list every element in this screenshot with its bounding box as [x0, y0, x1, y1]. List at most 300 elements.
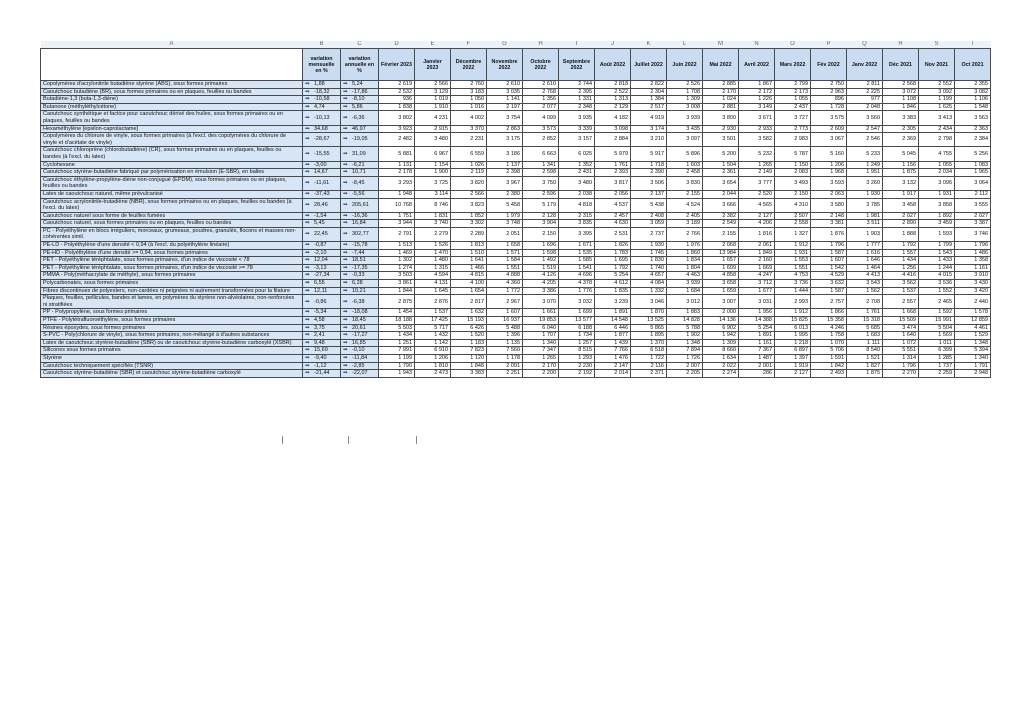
price-cell[interactable]: 3 746 [955, 227, 991, 241]
price-cell[interactable]: 2 127 [739, 212, 775, 220]
price-cell[interactable]: 1 469 [379, 249, 415, 257]
product-name-cell[interactable]: Latex de caoutchouc styrène-butadiène (SBR) ou de caoutchouc styrène-butadiène carboxylé (XSBR) [41, 339, 303, 347]
price-cell[interactable]: 3 174 [631, 125, 667, 133]
monthly-variation-cell[interactable] [303, 295, 341, 309]
price-cell[interactable]: 4 413 [847, 272, 883, 280]
price-cell[interactable]: 14 388 [739, 317, 775, 325]
price-cell[interactable]: 1 578 [955, 309, 991, 317]
price-cell[interactable]: 1 813 [451, 242, 487, 250]
price-cell[interactable]: 1 796 [955, 242, 991, 250]
price-cell[interactable]: 3 032 [559, 295, 595, 309]
price-cell[interactable]: 1 161 [955, 264, 991, 272]
annual-variation-cell[interactable] [341, 176, 379, 190]
price-cell[interactable]: 2 170 [703, 88, 739, 96]
price-cell[interactable]: 8 746 [415, 198, 451, 212]
price-cell[interactable]: 3 210 [631, 133, 667, 147]
price-cell[interactable]: 2 251 [487, 370, 523, 378]
monthly-variation-cell[interactable] [303, 103, 341, 111]
price-cell[interactable]: 1 917 [883, 190, 919, 198]
annual-variation-cell[interactable] [341, 88, 379, 96]
price-cell[interactable]: 2 380 [487, 190, 523, 198]
price-cell[interactable]: 2 967 [487, 295, 523, 309]
annual-variation-cell[interactable] [341, 220, 379, 228]
price-cell[interactable]: 1 156 [883, 161, 919, 169]
price-cell[interactable]: 3 800 [703, 111, 739, 125]
price-cell[interactable]: 3 593 [811, 176, 847, 190]
price-cell[interactable]: 3 092 [919, 88, 955, 96]
monthly-variation-cell[interactable] [303, 220, 341, 228]
price-cell[interactable]: 1 956 [739, 309, 775, 317]
price-cell[interactable]: 4 537 [595, 198, 631, 212]
price-cell[interactable]: 1 866 [811, 309, 847, 317]
product-name-cell[interactable]: PE-HD - Polyéthylène d'une densité >= 0,94, sous formes primaires [41, 249, 303, 257]
price-cell[interactable]: 2 568 [883, 81, 919, 89]
annual-variation-cell[interactable] [341, 332, 379, 340]
price-cell[interactable]: 1 439 [595, 339, 631, 347]
price-cell[interactable]: 1 695 [595, 257, 631, 265]
price-cell[interactable]: 6 897 [775, 347, 811, 355]
annual-variation-cell[interactable] [341, 161, 379, 169]
price-cell[interactable]: 3 830 [667, 176, 703, 190]
price-cell[interactable]: 3 750 [523, 176, 559, 190]
price-cell[interactable]: 1 607 [811, 257, 847, 265]
price-cell[interactable]: 2 355 [955, 81, 991, 89]
price-cell[interactable]: 2 371 [631, 370, 667, 378]
price-cell[interactable]: 2 348 [559, 103, 595, 111]
price-cell[interactable]: 1 816 [739, 227, 775, 241]
price-cell[interactable]: 1 761 [847, 309, 883, 317]
price-cell[interactable]: 3 097 [667, 133, 703, 147]
price-cell[interactable]: 5 438 [631, 198, 667, 212]
price-cell[interactable]: 1 796 [811, 242, 847, 250]
price-cell[interactable]: 3 260 [847, 176, 883, 190]
price-cell[interactable]: 2 063 [811, 190, 847, 198]
price-cell[interactable]: 1 646 [847, 257, 883, 265]
monthly-variation-cell[interactable] [303, 176, 341, 190]
price-cell[interactable]: 977 [847, 96, 883, 104]
price-cell[interactable]: 2 799 [775, 81, 811, 89]
price-cell[interactable]: 1 309 [703, 339, 739, 347]
price-cell[interactable]: 1 206 [415, 354, 451, 362]
price-cell[interactable]: 1 510 [451, 249, 487, 257]
price-cell[interactable]: 1 835 [595, 287, 631, 295]
annual-variation-cell[interactable] [341, 280, 379, 288]
price-cell[interactable]: 1 218 [775, 339, 811, 347]
price-cell[interactable]: 1 055 [919, 161, 955, 169]
monthly-variation-cell[interactable] [303, 272, 341, 280]
price-cell[interactable]: 1 707 [523, 332, 559, 340]
price-cell[interactable]: 6 188 [559, 324, 595, 332]
price-cell[interactable]: 3 157 [559, 133, 595, 147]
price-cell[interactable]: 3 573 [523, 125, 559, 133]
price-cell[interactable]: 3 413 [919, 111, 955, 125]
price-cell[interactable]: 1 860 [667, 249, 703, 257]
price-cell[interactable]: 2 737 [631, 227, 667, 241]
price-cell[interactable]: 1 111 [847, 339, 883, 347]
price-cell[interactable]: 1 684 [667, 287, 703, 295]
price-cell[interactable]: 1 340 [523, 339, 559, 347]
price-cell[interactable]: 7 347 [523, 347, 559, 355]
price-cell[interactable]: 1 537 [415, 309, 451, 317]
column-letter[interactable]: O [775, 41, 811, 49]
price-cell[interactable]: 1 737 [919, 362, 955, 370]
price-cell[interactable]: 1 677 [739, 287, 775, 295]
price-cell[interactable]: 1 529 [955, 332, 991, 340]
monthly-variation-cell[interactable] [303, 287, 341, 295]
price-cell[interactable]: 1 722 [631, 354, 667, 362]
price-cell[interactable]: 1 783 [595, 249, 631, 257]
price-cell[interactable]: 3 536 [919, 280, 955, 288]
price-cell[interactable]: 1 397 [775, 354, 811, 362]
price-cell[interactable]: 1 790 [379, 362, 415, 370]
price-cell[interactable]: 3 923 [379, 125, 415, 133]
price-cell[interactable]: 1 645 [415, 287, 451, 295]
monthly-variation-cell[interactable] [303, 362, 341, 370]
price-cell[interactable]: 3 059 [631, 220, 667, 228]
price-cell[interactable]: 5 045 [883, 147, 919, 161]
monthly-variation-cell[interactable] [303, 370, 341, 378]
price-cell[interactable]: 1 135 [487, 339, 523, 347]
price-cell[interactable]: 1 562 [847, 287, 883, 295]
price-cell[interactable]: 2 863 [487, 125, 523, 133]
price-cell[interactable]: 1 315 [415, 264, 451, 272]
price-cell[interactable]: 14 136 [703, 317, 739, 325]
price-cell[interactable]: 4 630 [595, 220, 631, 228]
price-cell[interactable]: 1 535 [559, 249, 595, 257]
price-cell[interactable]: 1 792 [883, 242, 919, 250]
price-cell[interactable]: 1 942 [703, 332, 739, 340]
price-cell[interactable]: 2 007 [667, 362, 703, 370]
price-cell[interactable]: 2 884 [595, 133, 631, 147]
price-cell[interactable]: 1 804 [667, 264, 703, 272]
price-cell[interactable]: 3 339 [559, 125, 595, 133]
price-cell[interactable]: 3 736 [775, 280, 811, 288]
price-cell[interactable]: 2 137 [631, 190, 667, 198]
monthly-variation-cell[interactable] [303, 198, 341, 212]
price-cell[interactable]: 1 026 [451, 161, 487, 169]
product-name-cell[interactable]: Résines époxydes, sous formes primaires [41, 324, 303, 332]
annual-variation-cell[interactable] [341, 111, 379, 125]
price-cell[interactable]: 1 470 [415, 249, 451, 257]
price-cell[interactable]: 1 464 [847, 264, 883, 272]
price-cell[interactable]: 1 891 [595, 309, 631, 317]
price-cell[interactable]: 1 625 [919, 103, 955, 111]
column-letter[interactable]: R [883, 41, 919, 49]
price-cell[interactable]: 1 083 [955, 161, 991, 169]
price-cell[interactable]: 3 666 [703, 198, 739, 212]
price-cell[interactable]: 896 [811, 96, 847, 104]
price-cell[interactable]: 4 594 [415, 272, 451, 280]
price-cell[interactable]: 2 014 [595, 370, 631, 378]
price-cell[interactable]: 2 773 [775, 125, 811, 133]
product-name-cell[interactable]: PC - Polyéthylène en blocs irréguliers, morceaux, grumeaux, poudres, granulés, flocons et masses non-cohérentes simil. [41, 227, 303, 241]
price-cell[interactable]: 3 007 [703, 295, 739, 309]
price-cell[interactable]: 5 917 [631, 147, 667, 161]
price-cell[interactable]: 2 044 [703, 190, 739, 198]
price-cell[interactable]: 6 902 [703, 324, 739, 332]
price-cell[interactable]: 1 826 [595, 242, 631, 250]
price-cell[interactable]: 2 155 [703, 227, 739, 241]
price-cell[interactable]: 2 270 [883, 370, 919, 378]
price-cell[interactable]: 1 569 [919, 332, 955, 340]
price-cell[interactable]: 2 817 [451, 295, 487, 309]
price-cell[interactable]: 1 876 [811, 227, 847, 241]
price-cell[interactable]: 2 757 [811, 295, 847, 309]
price-cell[interactable]: 1 340 [955, 354, 991, 362]
column-letter[interactable]: L [667, 41, 703, 49]
price-cell[interactable]: 1 024 [703, 96, 739, 104]
monthly-variation-cell[interactable] [303, 133, 341, 147]
price-cell[interactable]: 2 274 [703, 370, 739, 378]
price-cell[interactable]: 1 313 [595, 96, 631, 104]
price-cell[interactable]: 2 619 [379, 81, 415, 89]
price-cell[interactable]: 1 931 [919, 190, 955, 198]
product-name-cell[interactable]: Cyclohexane [41, 161, 303, 169]
product-name-cell[interactable]: Silicones sous formes primaires [41, 347, 303, 355]
price-cell[interactable]: 1 593 [919, 227, 955, 241]
annual-variation-cell[interactable] [341, 242, 379, 250]
price-cell[interactable]: 3 459 [919, 220, 955, 228]
price-cell[interactable]: 1 356 [523, 96, 559, 104]
price-cell[interactable]: 1 943 [379, 370, 415, 378]
price-cell[interactable]: 5 865 [631, 324, 667, 332]
price-cell[interactable]: 1 519 [523, 264, 559, 272]
price-cell[interactable]: 1 669 [739, 264, 775, 272]
price-cell[interactable]: 1 948 [379, 190, 415, 198]
price-cell[interactable]: 1 154 [415, 161, 451, 169]
price-cell[interactable]: 1 571 [487, 249, 523, 257]
price-cell[interactable]: 2 225 [847, 88, 883, 96]
price-cell[interactable]: 13 984 [703, 249, 739, 257]
monthly-variation-cell[interactable] [303, 264, 341, 272]
price-cell[interactable]: 2 875 [379, 295, 415, 309]
price-cell[interactable]: 2 289 [451, 227, 487, 241]
price-cell[interactable]: 3 725 [415, 176, 451, 190]
price-cell[interactable]: 3 008 [667, 103, 703, 111]
monthly-variation-cell[interactable] [303, 332, 341, 340]
price-cell[interactable]: 4 231 [415, 111, 451, 125]
monthly-variation-cell[interactable] [303, 88, 341, 96]
column-letter[interactable]: Q [847, 41, 883, 49]
price-cell[interactable]: 2 557 [883, 295, 919, 309]
column-letter[interactable]: E [415, 41, 451, 49]
price-cell[interactable]: 936 [379, 96, 415, 104]
price-cell[interactable]: 15 318 [847, 317, 883, 325]
price-cell[interactable]: 4 310 [775, 198, 811, 212]
price-cell[interactable]: 3 293 [379, 176, 415, 190]
price-cell[interactable]: 14 548 [595, 317, 631, 325]
price-cell[interactable]: 5 256 [955, 147, 991, 161]
price-cell[interactable]: 1 777 [847, 242, 883, 250]
monthly-variation-cell[interactable] [303, 81, 341, 89]
price-cell[interactable]: 4 529 [811, 272, 847, 280]
price-cell[interactable]: 13 577 [559, 317, 595, 325]
price-cell[interactable]: 3 785 [847, 198, 883, 212]
price-cell[interactable]: 1 758 [811, 332, 847, 340]
monthly-variation-cell[interactable] [303, 227, 341, 241]
price-cell[interactable]: 4 100 [451, 280, 487, 288]
price-cell[interactable]: 2 549 [703, 220, 739, 228]
price-cell[interactable]: 1 370 [631, 339, 667, 347]
annual-variation-cell[interactable] [341, 309, 379, 317]
price-cell[interactable]: 2 547 [847, 125, 883, 133]
annual-variation-cell[interactable] [341, 227, 379, 241]
price-cell[interactable]: 5 979 [595, 147, 631, 161]
product-name-cell[interactable]: Latex de caoutchouc naturel, même prévulcanisé [41, 190, 303, 198]
price-cell[interactable]: 1 761 [595, 161, 631, 169]
monthly-variation-cell[interactable] [303, 242, 341, 250]
price-cell[interactable]: 2 405 [667, 212, 703, 220]
price-cell[interactable]: 2 750 [811, 81, 847, 89]
price-cell[interactable]: 1 776 [559, 287, 595, 295]
price-cell[interactable]: 3 555 [955, 198, 991, 212]
price-cell[interactable]: 1 120 [451, 354, 487, 362]
price-cell[interactable]: 5 503 [379, 324, 415, 332]
price-cell[interactable]: 1 696 [523, 242, 559, 250]
column-letter[interactable]: F [451, 41, 487, 49]
price-cell[interactable]: 2 610 [523, 81, 559, 89]
price-cell[interactable]: 6 025 [559, 147, 595, 161]
price-cell[interactable]: 1 976 [667, 242, 703, 250]
price-cell[interactable]: 3 727 [775, 111, 811, 125]
price-cell[interactable]: 4 818 [559, 198, 595, 212]
price-cell[interactable]: 3 386 [523, 287, 559, 295]
price-cell[interactable]: 4 378 [559, 280, 595, 288]
price-cell[interactable]: 3 935 [559, 111, 595, 125]
price-cell[interactable]: 1 504 [703, 161, 739, 169]
price-cell[interactable]: 2 522 [595, 88, 631, 96]
price-cell[interactable]: 2 384 [955, 133, 991, 147]
price-cell[interactable]: 18 188 [379, 317, 415, 325]
price-cell[interactable]: 15 193 [451, 317, 487, 325]
price-cell[interactable]: 1 106 [955, 96, 991, 104]
price-cell[interactable]: 7 894 [667, 347, 703, 355]
price-cell[interactable]: 2 398 [487, 169, 523, 177]
price-cell[interactable]: 1 265 [523, 354, 559, 362]
price-cell[interactable]: 2 526 [667, 81, 703, 89]
price-cell[interactable]: 2 930 [703, 125, 739, 133]
price-cell[interactable]: 2 000 [703, 309, 739, 317]
price-cell[interactable]: 1 745 [631, 249, 667, 257]
price-cell[interactable]: 2 457 [595, 212, 631, 220]
price-cell[interactable]: 5 394 [955, 347, 991, 355]
price-cell[interactable]: 2 566 [415, 81, 451, 89]
price-cell[interactable]: 5 254 [739, 324, 775, 332]
annual-variation-cell[interactable] [341, 125, 379, 133]
monthly-variation-cell[interactable] [303, 257, 341, 265]
price-cell[interactable]: 2 811 [847, 81, 883, 89]
price-cell[interactable]: 2 170 [523, 362, 559, 370]
price-cell[interactable]: 4 084 [631, 280, 667, 288]
price-cell[interactable]: 2 531 [595, 227, 631, 241]
price-cell[interactable]: 2 610 [487, 81, 523, 89]
price-cell[interactable]: 3 072 [883, 88, 919, 96]
annual-variation-cell[interactable] [341, 370, 379, 378]
price-cell[interactable]: 2 192 [559, 370, 595, 378]
price-cell[interactable]: 1 542 [811, 264, 847, 272]
price-cell[interactable]: 2 482 [379, 133, 415, 147]
price-cell[interactable]: 1 772 [487, 287, 523, 295]
price-cell[interactable]: 3 861 [379, 280, 415, 288]
annual-variation-cell[interactable] [341, 339, 379, 347]
price-cell[interactable]: 3 501 [703, 133, 739, 147]
product-name-cell[interactable]: Caoutchouc naturel, sous formes primaires ou en plaques, feuilles ou bandes [41, 220, 303, 228]
price-cell[interactable]: 2 768 [523, 88, 559, 96]
price-cell[interactable]: 6 013 [775, 324, 811, 332]
product-name-cell[interactable]: PTFE - Polytétrafluoroéthylène, sous formes primaires [41, 317, 303, 325]
price-cell[interactable]: 5 254 [595, 272, 631, 280]
price-cell[interactable]: 6 040 [523, 324, 559, 332]
price-cell[interactable]: 2 993 [775, 295, 811, 309]
price-cell[interactable]: 2 744 [559, 81, 595, 89]
price-cell[interactable]: 2 116 [631, 362, 667, 370]
price-cell[interactable]: 2 112 [955, 190, 991, 198]
annual-variation-cell[interactable] [341, 212, 379, 220]
price-cell[interactable]: 2 382 [703, 212, 739, 220]
column-letter[interactable]: J [595, 41, 631, 49]
price-cell[interactable]: 3 511 [847, 220, 883, 228]
price-cell[interactable]: 2 566 [451, 190, 487, 198]
price-cell[interactable]: 1 830 [631, 257, 667, 265]
price-cell[interactable]: 1 011 [919, 339, 955, 347]
price-cell[interactable]: 2 473 [415, 370, 451, 378]
price-cell[interactable]: 7 823 [451, 347, 487, 355]
column-letter[interactable]: M [703, 41, 739, 49]
monthly-variation-cell[interactable] [303, 309, 341, 317]
price-cell[interactable]: 3 820 [451, 176, 487, 190]
price-cell[interactable]: 2 051 [487, 227, 523, 241]
product-name-cell[interactable]: Caoutchouc éthylène-propylène-diène non-conjugué (EPDM), sous formes primaires ou en plaques, feuilles ou bandes [41, 176, 303, 190]
price-cell[interactable]: 1 358 [955, 257, 991, 265]
annual-variation-cell[interactable] [341, 103, 379, 111]
price-cell[interactable]: 2 948 [955, 370, 991, 378]
price-cell[interactable]: 1 902 [667, 332, 703, 340]
price-cell[interactable]: 1 476 [595, 354, 631, 362]
annual-variation-cell[interactable] [341, 347, 379, 355]
price-cell[interactable]: 1 796 [883, 362, 919, 370]
price-cell[interactable]: 2 440 [955, 295, 991, 309]
price-cell[interactable]: 2 083 [775, 169, 811, 177]
price-cell[interactable]: 4 206 [739, 220, 775, 228]
price-cell[interactable]: 2 155 [667, 190, 703, 198]
price-cell[interactable]: 2 160 [739, 257, 775, 265]
monthly-variation-cell[interactable] [303, 190, 341, 198]
price-cell[interactable]: 3 493 [775, 176, 811, 190]
price-cell[interactable]: 1 883 [667, 309, 703, 317]
price-cell[interactable]: 2 056 [595, 190, 631, 198]
price-cell[interactable]: 1 658 [487, 242, 523, 250]
price-cell[interactable]: 3 189 [667, 220, 703, 228]
price-cell[interactable]: 3 474 [883, 324, 919, 332]
price-cell[interactable]: 2 876 [415, 295, 451, 309]
annual-variation-cell[interactable] [341, 264, 379, 272]
annual-variation-cell[interactable] [341, 317, 379, 325]
price-cell[interactable]: 2 315 [559, 212, 595, 220]
price-cell[interactable]: 2 091 [487, 362, 523, 370]
price-cell[interactable]: 6 559 [451, 147, 487, 161]
annual-variation-cell[interactable] [341, 287, 379, 295]
price-cell[interactable]: 2 507 [775, 212, 811, 220]
price-cell[interactable]: 2 128 [523, 212, 559, 220]
price-cell[interactable]: 1 877 [595, 332, 631, 340]
price-cell[interactable]: 2 963 [811, 88, 847, 96]
price-cell[interactable]: 3 654 [703, 176, 739, 190]
product-name-cell[interactable]: Caoutchouc butadiène (BR), sous formes primaires ou en plaques, feuilles ou bandes [41, 88, 303, 96]
price-cell[interactable]: 3 823 [451, 198, 487, 212]
price-cell[interactable]: 6 910 [415, 347, 451, 355]
price-cell[interactable]: 4 524 [667, 198, 703, 212]
price-cell[interactable]: 1 487 [739, 354, 775, 362]
